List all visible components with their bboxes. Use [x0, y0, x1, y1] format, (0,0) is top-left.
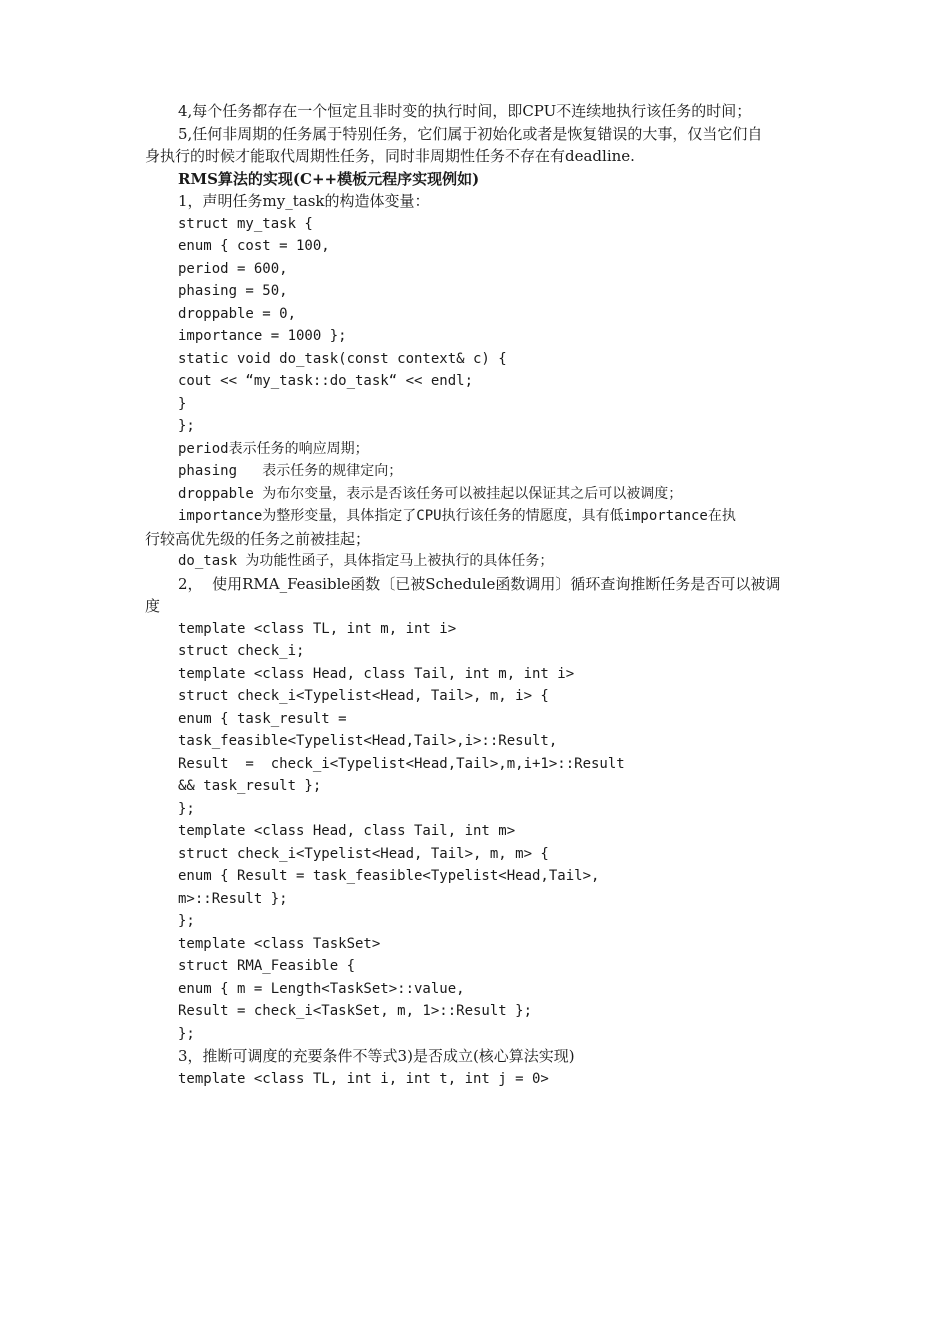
step-3-text: 3，推断可调度的充要条件不等式3)是否成立(核心算法实现): [178, 1047, 575, 1065]
code-line: task_feasible<Typelist<Head,Tail>,i>::Result,: [178, 733, 558, 749]
code-line: enum { cost = 100,: [178, 238, 330, 254]
code-line: template <class TL, int m, int i>: [178, 620, 457, 637]
code-line: };: [178, 800, 195, 817]
code-line: template <class TaskSet>: [178, 935, 381, 952]
code-line: struct my_task {: [178, 215, 313, 232]
code-line: phasing = 50,: [178, 283, 288, 299]
code-line: struct check_i;: [178, 643, 305, 659]
code-line: struct check_i<Typelist<Head, Tail>, m, m> {: [178, 845, 549, 862]
description-importance-continued: 行较高优先级的任务之前被挂起；: [145, 529, 371, 548]
code-line: importance = 1000 };: [178, 328, 347, 344]
paragraph-rule-5: 5,任何非周期的任务属于特别任务，它们属于初始化或者是恢复错误的大事，仅当它们自: [178, 124, 763, 143]
code-line: && task_result };: [178, 778, 322, 794]
code-line: };: [178, 1025, 195, 1042]
code-line: }: [178, 395, 187, 412]
code-line: struct RMA_Feasible {: [178, 958, 356, 974]
description-do-task: do_task 为功能性函子，具体指定马上被执行的具体任务；: [178, 553, 554, 569]
code-line: period = 600,: [178, 260, 288, 277]
code-line: enum { task_result =: [178, 710, 347, 727]
code-line: m>::Result };: [178, 890, 288, 907]
code-line: template <class Head, class Tail, int m, int i>: [178, 665, 575, 682]
description-period: period表示任务的响应周期；: [178, 440, 369, 457]
code-line: enum { Result = task_feasible<Typelist<Head,Tail>,: [178, 868, 600, 884]
code-line: };: [178, 418, 195, 434]
code-line: static void do_task(const context& c) {: [178, 350, 507, 367]
document-body: [145, 100, 810, 1090]
code-line: droppable = 0,: [178, 305, 297, 322]
code-line: cout << “my_task::do_task“ << endl;: [178, 373, 474, 389]
code-line: };: [178, 913, 195, 929]
section-heading: RMS算法的实现(C++模板元程序实现例如): [178, 169, 480, 188]
description-droppable: droppable 为布尔变量，表示是否该任务可以被挂起以保证其之后可以被调度；: [178, 485, 683, 502]
description-phasing: phasing 表示任务的规律定向；: [178, 463, 403, 479]
step-1-text: 1，声明任务my_task的构造体变量：: [178, 192, 430, 210]
code-line: enum { m = Length<TaskSet>::value,: [178, 980, 465, 997]
code-line: Result = check_i<Typelist<Head,Tail>,m,i+1>::Result: [178, 755, 625, 772]
description-importance: importance为整形变量，具体指定了CPU执行该任务的情愿度，具有低importance在执: [178, 508, 736, 524]
paragraph-rule-4: 4,每个任务都存在一个恒定且非时变的执行时间，即CPU不连续地执行该任务的时间；: [178, 102, 752, 120]
code-line: template <class Head, class Tail, int m>: [178, 823, 516, 839]
step-2-text-continued: 度: [145, 597, 161, 615]
code-line: Result = check_i<TaskSet, m, 1>::Result };: [178, 1003, 533, 1019]
paragraph-rule-5-continued: 身执行的时候才能取代周期性任务，同时非周期性任务不存在有deadline.: [145, 147, 635, 165]
code-line: template <class TL, int i, int t, int j = 0>: [178, 1070, 549, 1087]
step-2-text: 2， 使用RMA_Feasible函数〔已被Schedule函数调用〕循环查询推断任务是否可以被调: [178, 574, 781, 593]
code-line: struct check_i<Typelist<Head, Tail>, m, i> {: [178, 688, 549, 704]
